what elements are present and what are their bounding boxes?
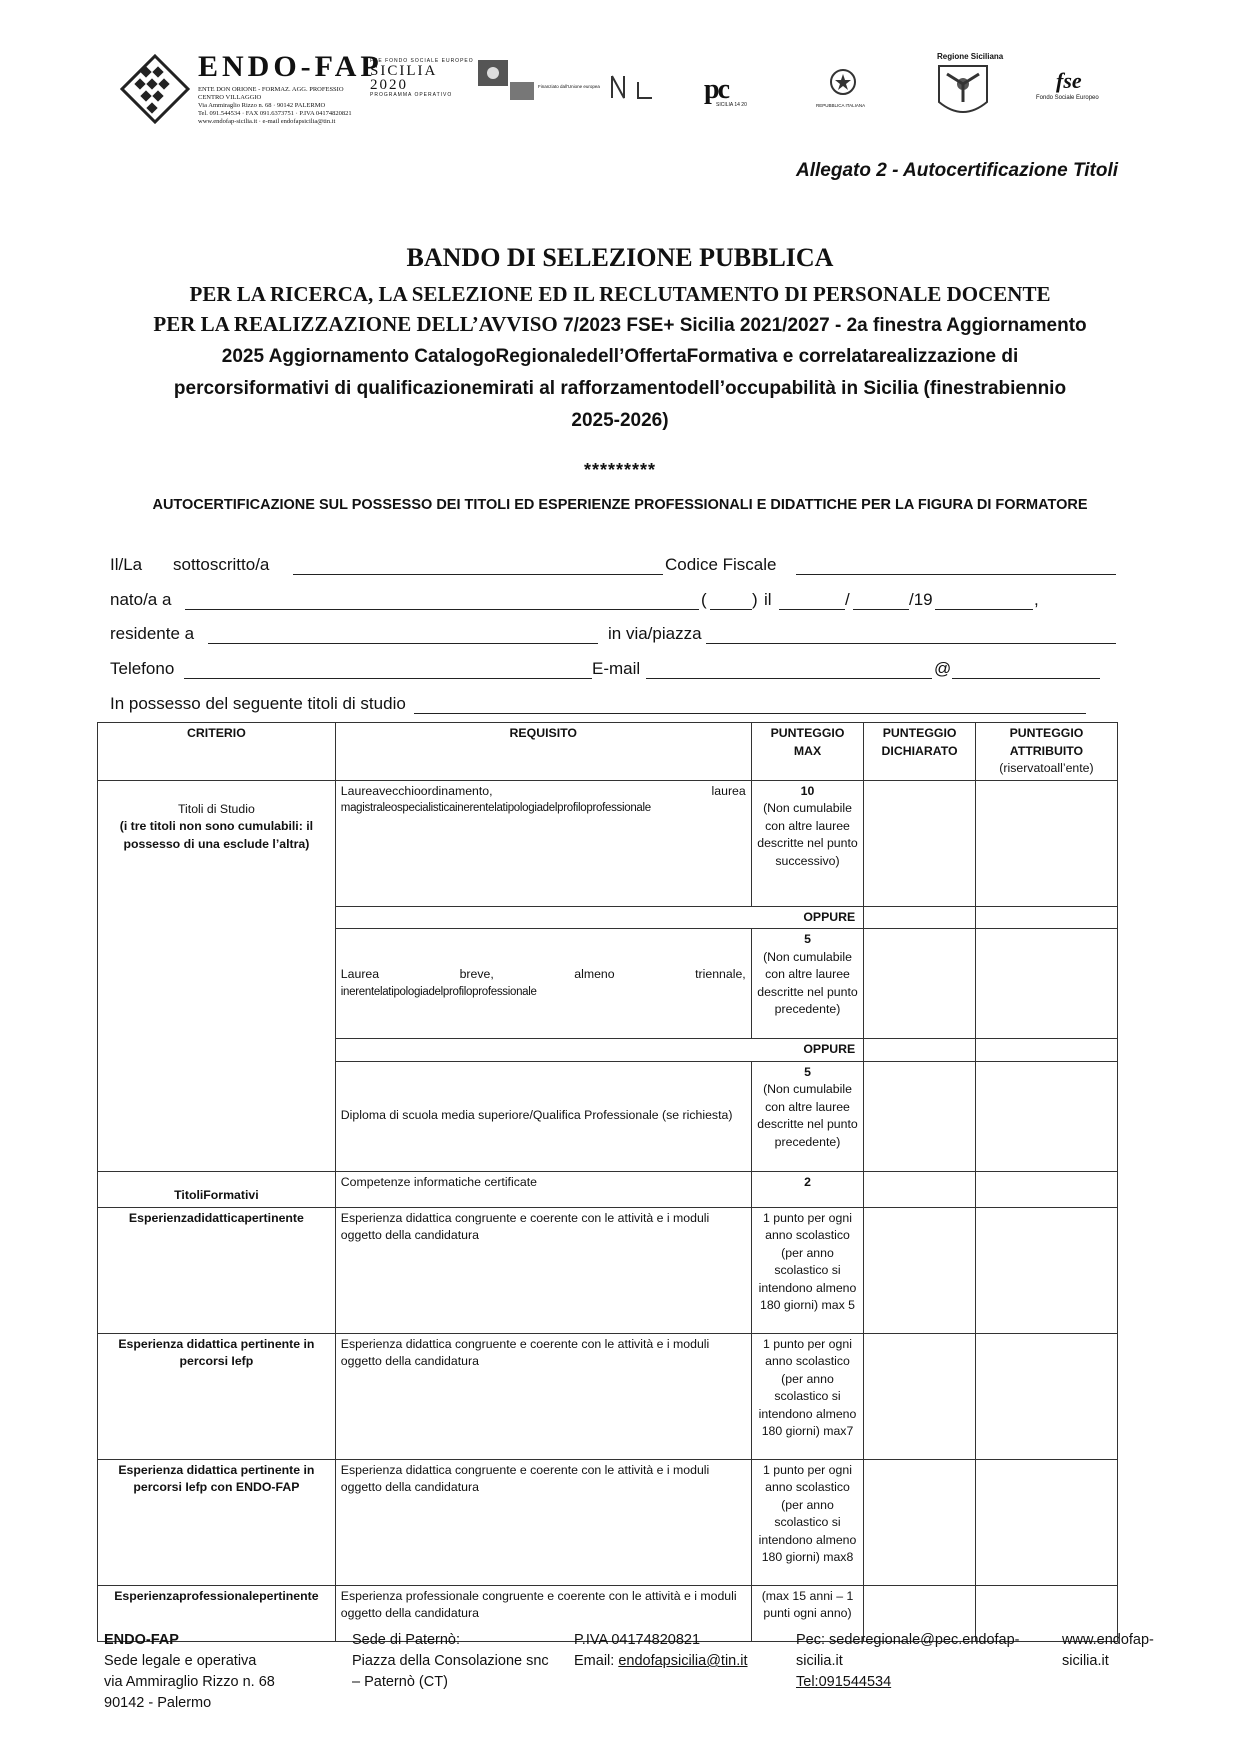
residence-field[interactable] (208, 643, 598, 644)
regione-siciliana-label: Regione Siciliana (937, 52, 1004, 61)
oppure-empty-cell (864, 906, 976, 929)
attribuito-cell (975, 929, 1117, 1039)
annex-label: Allegato 2 - Autocertificazione Titoli (796, 160, 1118, 181)
birth-day-field[interactable] (779, 609, 845, 610)
oppure-label-1: OPPURE (335, 906, 863, 929)
endo-fap-mark-icon (120, 54, 190, 124)
score-laurea-breve-note: (Non cumulabile con altre lauree descritte nel punto precedente) (757, 949, 858, 1016)
score-esp-iefp: 1 punto per ogni anno scolastico (per anno scolastico si intendono almeno 180 giorni) max7 (751, 1333, 864, 1459)
attribuito-cell (975, 1459, 1117, 1585)
table-row (98, 780, 1118, 906)
autocert-heading: AUTOCERTIFICAZIONE SUL POSSESSO DEI TITOLI ED ESPERIENZE PROFESSIONALI E DIDATTICHE PER LA FIGURA DI FORMATORE (152, 497, 1088, 513)
fse-label: Fondo Sociale Europeo (1036, 95, 1099, 101)
score-esp-did: 1 punto per ogni anno scolastico (per anno scolastico si intendono almeno 180 giorni) max 5 (751, 1207, 864, 1333)
sicilia-sub-text: PROGRAMMA OPERATIVO (370, 92, 453, 98)
paren-close: ) (752, 590, 758, 609)
req-esp-prof: Esperienza professionale congruente e coerente con le attività e i moduli oggetto della candidatura (335, 1585, 751, 1641)
header-requisito: REQUISITO (335, 723, 751, 781)
criterio-esp-iefp: Esperienza didattica pertinente in percorsi Iefp (98, 1333, 336, 1459)
birthplace-field[interactable] (185, 609, 699, 610)
footer-piva: P.IVA 04174820821 (574, 1632, 701, 1648)
dichiarato-cell[interactable] (864, 780, 976, 906)
label-titoli-studio: In possesso del seguente titoli di studio (110, 694, 406, 713)
eu-cofin-label: Finanziato dall'Unione europea (538, 84, 600, 89)
table-row (98, 1333, 1118, 1459)
req-laurea-breve-a: Laurea breve, almeno triennale, (340, 967, 746, 981)
titoli-studio-note: (i tre titoli non sono cumulabili: il possesso di una esclude l’altra) (119, 819, 314, 851)
req-esp-endo: Esperienza didattica congruente e coerente con le attività e i moduli oggetto della candidatura (335, 1459, 751, 1585)
dichiarato-cell[interactable] (864, 1171, 976, 1207)
label-il-la: Il/La (110, 555, 143, 574)
req-esp-did: Esperienza didattica congruente e coerente con le attività e i moduli oggetto della candidatura (335, 1207, 751, 1333)
footer-tel-link[interactable]: Tel:091544534 (796, 1674, 892, 1690)
footer-email-link[interactable]: endofapsicilia@tin.it (618, 1653, 748, 1669)
footer-paterno-address: Piazza della Consolazione snc (352, 1653, 549, 1669)
header-criterio: CRITERIO (98, 723, 336, 781)
req-laurea-vo-a: Laureavecchioordinamento, (340, 783, 493, 798)
regione-siciliana-emblem-icon (933, 62, 993, 124)
req-laurea-vo (335, 780, 751, 906)
criterio-titoli-formativi: TitoliFormativi (98, 1171, 336, 1207)
criterio-esp-prof: Esperienzaprofessionalepertinente (98, 1585, 336, 1641)
req-laurea-breve-b: inerentelatipologiadelprofiloprofessionale (340, 985, 537, 998)
title-line-6: 2025-2026) (571, 410, 669, 431)
dichiarato-cell[interactable] (864, 1207, 976, 1333)
phone-field[interactable] (184, 678, 592, 679)
req-laurea-vo-c: magistraleospecialisticainerentelatipologiadelprofiloprofessionale (340, 802, 651, 814)
attribuito-cell (975, 1061, 1117, 1171)
titoli-studio-field[interactable] (414, 713, 1086, 714)
label-via: in via/piazza (608, 624, 702, 643)
oppure-empty-cell (975, 1039, 1117, 1062)
header-punteggio-dichiarato: PUNTEGGIO DICHIARATO (864, 723, 976, 781)
label-sottoscritto: sottoscritto/a (173, 555, 270, 574)
title-line-5: percorsiformativi di qualificazionemirati al rafforzamentodell’occupabilità in Sicilia (finestrabiennio (173, 378, 1067, 399)
score-laurea-vo-note: (Non cumulabile con altre lauree descritte nel punto successivo) (757, 801, 858, 868)
title-line-4: 2025 Aggiornamento CatalogoRegionaledell’OffertaFormativa e correlatarealizzazione di (221, 346, 1019, 367)
oppure-empty-cell (864, 1039, 976, 1062)
dichiarato-cell[interactable] (864, 1061, 976, 1171)
footer-col-3 (574, 1630, 748, 1672)
criteria-table (97, 722, 1118, 1642)
poc-label: SICILIA 14 20 (716, 102, 747, 108)
footer-col-1 (104, 1630, 275, 1714)
criterio-esp-endo: Esperienza didattica pertinente in percorsi Iefp con ENDO-FAP (98, 1459, 336, 1585)
footer-email-row (574, 1651, 748, 1672)
score-laurea-vo-num: 10 (800, 783, 815, 798)
score-laurea-breve (751, 929, 864, 1039)
table-row (98, 1459, 1118, 1585)
ministry-logo-icon (608, 72, 658, 102)
label-residente: residente a (110, 624, 195, 643)
trinacria-small-icon (478, 60, 508, 86)
footer-col-4 (796, 1630, 1020, 1693)
paren-open: ( (701, 590, 707, 609)
title-line-3b: 7/2023 FSE+ Sicilia 2021/2027 - 2a finestra Aggiornamento (563, 315, 1087, 336)
label-nato: nato/a a (110, 590, 172, 609)
sicilia-2020-logo (370, 58, 480, 98)
score-competenze: 2 (751, 1171, 864, 1207)
header-punteggio-attribuito-label: PUNTEGGIO ATTRIBUITO (1009, 726, 1084, 758)
footer-col-5 (1062, 1630, 1154, 1672)
score-diploma (751, 1061, 864, 1171)
footer-sede-legale: Sede legale e operativa (104, 1653, 257, 1669)
footer-pec-domain: sicilia.it (796, 1653, 843, 1669)
label-email: E-mail (592, 659, 641, 678)
endo-fap-name: ENDO-FAP (198, 50, 383, 83)
table-row (98, 1171, 1118, 1207)
repubblica-emblem-icon (829, 68, 857, 98)
separator-stars: ********* (583, 460, 657, 480)
header-punteggio-attribuito (975, 723, 1117, 781)
page-title: BANDO DI SELEZIONE PUBBLICA (406, 243, 834, 272)
repubblica-label: REPUBBLICA ITALIANA (816, 103, 866, 108)
dichiarato-cell[interactable] (864, 929, 976, 1039)
req-laurea-breve (335, 929, 751, 1039)
title-line-2: PER LA RICERCA, LA SELEZIONE ED IL RECLUTAMENTO DI PERSONALE DOCENTE (189, 282, 1051, 306)
endo-line-5: www.endofap-sicilia.it · e-mail endofapsicilia@tin.it (198, 118, 336, 125)
criterio-titoli-studio (98, 780, 336, 1171)
title-line-3 (0, 312, 1240, 337)
slash-19: /19 (909, 590, 933, 609)
score-laurea-breve-num: 5 (804, 932, 811, 946)
footer-pec: Pec: sederegionale@pec.endofap- (796, 1632, 1020, 1648)
footer-paterno-label: Sede di Paternò: (352, 1632, 461, 1648)
header-riservato: (riservatoall’ente) (999, 761, 1094, 775)
attribuito-cell (975, 780, 1117, 906)
attribuito-cell (975, 1333, 1117, 1459)
birth-province-field[interactable] (710, 609, 752, 610)
footer-website-1[interactable]: www.endofap- (1062, 1632, 1154, 1648)
req-esp-iefp: Esperienza didattica congruente e coerente con le attività e i moduli oggetto della candidatura (335, 1333, 751, 1459)
score-esp-endo: 1 punto per ogni anno scolastico (per anno scolastico si intendono almeno 180 giorni) max8 (751, 1459, 864, 1585)
criterio-esp-did: Esperienzadidatticapertinente (98, 1207, 336, 1333)
sicilia-name: SICILIA 2020 (370, 63, 437, 93)
slash-1: / (845, 590, 850, 609)
poc-logo-icon: pc (704, 74, 728, 105)
street-field[interactable] (706, 643, 1116, 644)
email-domain-field[interactable] (952, 678, 1100, 679)
oppure-label-2: OPPURE (335, 1039, 863, 1062)
footer-col-2 (352, 1630, 549, 1693)
birth-month-field[interactable] (853, 609, 909, 610)
dichiarato-cell[interactable] (864, 1333, 976, 1459)
req-diploma: Diploma di scuola media superiore/Qualifica Professionale (se richiesta) (335, 1061, 751, 1171)
header-punteggio-max: PUNTEGGIO MAX (751, 723, 864, 781)
label-il: il (764, 590, 772, 609)
attribuito-cell (975, 1207, 1117, 1333)
score-esp-prof: (max 15 anni – 1 punti ogni anno) (751, 1585, 864, 1641)
footer-address: via Ammiraglio Rizzo n. 68 (104, 1674, 275, 1690)
table-row (98, 1207, 1118, 1333)
footer-org-name: ENDO-FAP (104, 1632, 179, 1648)
endo-line-1: ENTE DON ORIONE - FORMAZ. AGG. PROFESSIO (198, 86, 344, 93)
footer-paterno-city: – Paternò (CT) (352, 1674, 448, 1690)
footer-website-2[interactable]: sicilia.it (1062, 1653, 1109, 1669)
birth-year-field[interactable] (935, 609, 1033, 610)
attribuito-cell (975, 1171, 1117, 1207)
endo-line-3: Via Ammiraglio Rizzo n. 68 · 90142 PALERMO (198, 102, 326, 109)
endo-line-4: Tel. 091.544534 · FAX 091.6373751 · P.IVA 04174820821 (198, 110, 352, 117)
codice-fiscale-field[interactable] (796, 574, 1116, 575)
oppure-empty-cell (975, 906, 1117, 929)
email-user-field[interactable] (646, 678, 932, 679)
score-diploma-note: (Non cumulabile con altre lauree descritte nel punto precedente) (757, 1082, 858, 1149)
table-header-row (98, 723, 1118, 781)
dichiarato-cell[interactable] (864, 1459, 976, 1585)
label-telefono: Telefono (110, 659, 175, 678)
title-line-3a: PER LA REALIZZAZIONE DELL’AVVISO (153, 312, 563, 336)
score-diploma-num: 5 (804, 1064, 811, 1079)
endo-line-2: CENTRO VILLAGGIO (198, 94, 262, 101)
comma: , (1034, 590, 1039, 609)
footer-email-label: Email: (574, 1653, 619, 1669)
name-field[interactable] (293, 574, 663, 575)
footer-city: 90142 - Palermo (104, 1695, 212, 1711)
sicilia-top-text: FSE FONDO SOCIALE EUROPEO (370, 58, 474, 64)
score-laurea-vo (751, 780, 864, 906)
req-competenze: Competenze informatiche certificate (335, 1171, 751, 1207)
label-at: @ (934, 659, 952, 678)
titoli-studio-title: Titoli di Studio (178, 801, 255, 816)
fse-logo-icon: fse (1056, 68, 1082, 93)
req-laurea-vo-b: laurea (711, 783, 746, 798)
label-codice-fiscale: Codice Fiscale (665, 555, 777, 574)
